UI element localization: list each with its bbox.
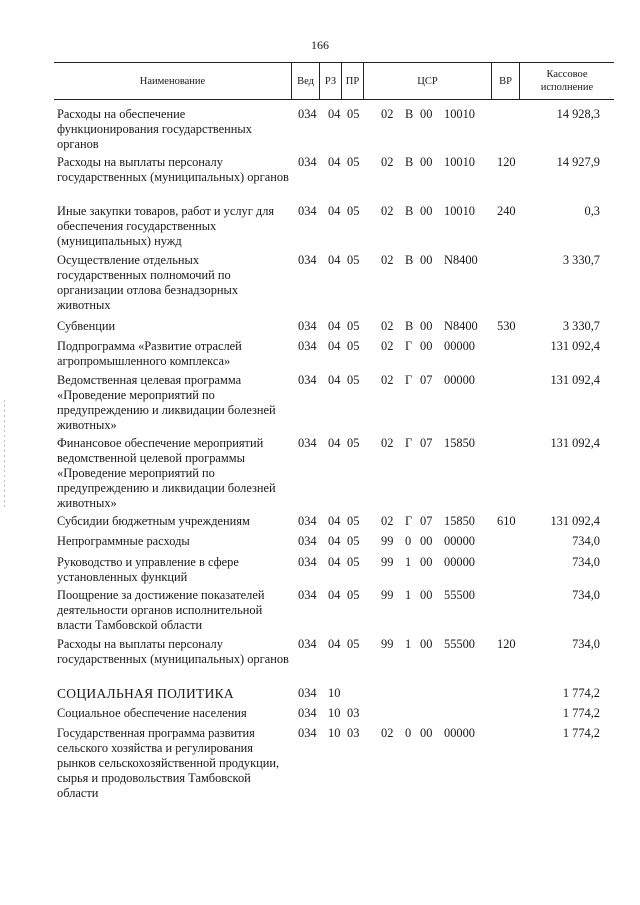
cell-ved: 034 (298, 339, 317, 353)
cell-vr: 530 (497, 319, 516, 333)
cell-pr: 03 (347, 726, 360, 740)
cell-pr: 05 (347, 204, 360, 218)
cell-c4: 10010 (444, 155, 475, 169)
cell-c1: 02 (381, 253, 394, 267)
cell-sum: 3 330,7 (562, 319, 600, 333)
cell-c2: Г (405, 339, 413, 353)
cell-name: Иные закупки товаров, работ и услуг для обеспечения государственных (муниципальных) нужд (57, 204, 275, 248)
cell-rz: 04 (328, 637, 341, 651)
cell-c2: 0 (405, 726, 412, 740)
cell-c1: 02 (381, 204, 394, 218)
scan-margin-mark (4, 400, 5, 510)
cell-ved: 034 (298, 204, 317, 218)
cell-pr: 05 (347, 155, 360, 169)
cell-pr: 05 (347, 555, 360, 569)
cell-c1: 02 (381, 726, 394, 740)
cell-c4: 55500 (444, 637, 475, 651)
cell-ved: 034 (298, 588, 317, 602)
cell-name: Непрограммные расходы (57, 534, 190, 548)
cell-name: Субсидии бюджетным учреждениям (57, 514, 250, 528)
cell-vr: 610 (497, 514, 516, 528)
cell-pr: 05 (347, 253, 360, 267)
cell-name: Социальное обеспечение населения (57, 706, 247, 720)
cell-sum: 131 092,4 (550, 373, 600, 387)
cell-c4: 00000 (444, 339, 475, 353)
cell-c3: 00 (420, 107, 433, 121)
header-csr: ЦСР (363, 63, 491, 99)
cell-sum: 734,0 (572, 555, 600, 569)
cell-c4: 10010 (444, 204, 475, 218)
cell-ved: 034 (298, 726, 317, 740)
cell-sum: 1 774,2 (562, 686, 600, 700)
cell-ved: 034 (298, 637, 317, 651)
cell-ved: 034 (298, 107, 317, 121)
cell-c4: N8400 (444, 319, 478, 333)
cell-c2: Г (405, 436, 413, 450)
cell-c4: 00000 (444, 373, 475, 387)
header-rz: РЗ (319, 63, 341, 99)
cell-c1: 02 (381, 436, 394, 450)
cell-c1: 02 (381, 514, 394, 528)
cell-c2: Г (405, 373, 413, 387)
cell-c4: N8400 (444, 253, 478, 267)
cell-c2: Г (405, 514, 413, 528)
cell-c3: 00 (420, 555, 433, 569)
cell-c3: 07 (420, 436, 433, 450)
cell-ved: 034 (298, 706, 317, 720)
cell-c4: 15850 (444, 436, 475, 450)
cell-vr: 120 (497, 637, 516, 651)
cell-sum: 1 774,2 (562, 706, 600, 720)
cell-pr: 05 (347, 319, 360, 333)
cell-vr: 120 (497, 155, 516, 169)
header-vr: ВР (491, 63, 519, 99)
cell-ved: 034 (298, 253, 317, 267)
cell-sum: 131 092,4 (550, 436, 600, 450)
cell-pr: 05 (347, 339, 360, 353)
cell-c2: В (405, 253, 414, 267)
header-sum-line1: Кассовое (546, 69, 588, 80)
cell-sum: 3 330,7 (562, 253, 600, 267)
cell-sum: 131 092,4 (550, 339, 600, 353)
cell-c2: 0 (405, 534, 412, 548)
cell-c2: 1 (405, 555, 412, 569)
cell-pr: 05 (347, 436, 360, 450)
cell-c4: 15850 (444, 514, 475, 528)
table-header (54, 62, 614, 100)
cell-c4: 00000 (444, 726, 475, 740)
cell-c2: В (405, 155, 414, 169)
cell-c3: 00 (420, 637, 433, 651)
cell-name: Подпрограмма «Развитие отраслей агропромышленного комплекса» (57, 339, 242, 368)
cell-c3: 00 (420, 319, 433, 333)
cell-sum: 0,3 (584, 204, 600, 218)
cell-c3: 00 (420, 726, 433, 740)
cell-c3: 00 (420, 339, 433, 353)
header-pr: ПР (341, 63, 363, 99)
cell-name: Расходы на выплаты персоналу государственных (муниципальных) органов (57, 155, 289, 184)
cell-ved: 034 (298, 319, 317, 333)
cell-c3: 07 (420, 514, 433, 528)
cell-vr: 240 (497, 204, 516, 218)
cell-rz: 10 (328, 686, 341, 700)
cell-c1: 02 (381, 319, 394, 333)
cell-sum: 14 927,9 (556, 155, 600, 169)
cell-c1: 02 (381, 107, 394, 121)
cell-c1: 02 (381, 339, 394, 353)
cell-rz: 04 (328, 373, 341, 387)
cell-ved: 034 (298, 155, 317, 169)
header-ved: Вед (291, 63, 319, 99)
cell-rz: 04 (328, 514, 341, 528)
cell-name: Финансовое обеспечение мероприятий ведомственной целевой программы «Проведение мероприятий по предупреждению и ликвидации болезней животных» (57, 436, 276, 510)
cell-c2: 1 (405, 637, 412, 651)
cell-c4: 00000 (444, 555, 475, 569)
cell-rz: 10 (328, 726, 341, 740)
cell-pr: 05 (347, 514, 360, 528)
cell-c3: 00 (420, 253, 433, 267)
header-sum (519, 63, 614, 99)
cell-pr: 05 (347, 588, 360, 602)
cell-rz: 04 (328, 253, 341, 267)
cell-ved: 034 (298, 686, 317, 700)
cell-sum: 734,0 (572, 588, 600, 602)
cell-name: Осуществление отдельных государственных полномочий по организации отлова безнадзорных животных (57, 253, 239, 312)
cell-rz: 04 (328, 534, 341, 548)
cell-ved: 034 (298, 555, 317, 569)
cell-name: СОЦИАЛЬНАЯ ПОЛИТИКА (57, 686, 234, 701)
cell-name: Руководство и управление в сфере установленных функций (57, 555, 239, 584)
cell-c1: 99 (381, 637, 394, 651)
cell-pr: 05 (347, 107, 360, 121)
cell-name: Расходы на обеспечение функционирования государственных органов (57, 107, 252, 151)
header-name: Наименование (139, 75, 206, 87)
cell-sum: 1 774,2 (562, 726, 600, 740)
cell-c1: 02 (381, 373, 394, 387)
cell-c1: 02 (381, 155, 394, 169)
cell-sum: 734,0 (572, 637, 600, 651)
cell-name: Расходы на выплаты персоналу государственных (муниципальных) органов (57, 637, 289, 666)
cell-rz: 04 (328, 555, 341, 569)
cell-c3: 00 (420, 204, 433, 218)
cell-sum: 131 092,4 (550, 514, 600, 528)
cell-pr: 05 (347, 637, 360, 651)
cell-c2: В (405, 204, 414, 218)
cell-rz: 10 (328, 706, 341, 720)
cell-rz: 04 (328, 155, 341, 169)
cell-c3: 00 (420, 155, 433, 169)
page-number: 166 (311, 38, 329, 52)
cell-c3: 00 (420, 588, 433, 602)
cell-rz: 04 (328, 107, 341, 121)
cell-c3: 00 (420, 534, 433, 548)
cell-name: Ведомственная целевая программа «Проведение мероприятий по предупреждению и ликвидации болезней животных» (57, 373, 276, 432)
cell-ved: 034 (298, 436, 317, 450)
cell-c2: В (405, 107, 414, 121)
cell-rz: 04 (328, 319, 341, 333)
cell-rz: 04 (328, 339, 341, 353)
cell-ved: 034 (298, 534, 317, 548)
cell-sum: 734,0 (572, 534, 600, 548)
cell-c4: 10010 (444, 107, 475, 121)
cell-c4: 00000 (444, 534, 475, 548)
cell-ved: 034 (298, 373, 317, 387)
cell-pr: 05 (347, 373, 360, 387)
cell-ved: 034 (298, 514, 317, 528)
cell-c2: 1 (405, 588, 412, 602)
cell-pr: 03 (347, 706, 360, 720)
cell-pr: 05 (347, 534, 360, 548)
cell-rz: 04 (328, 588, 341, 602)
cell-c3: 07 (420, 373, 433, 387)
cell-c1: 99 (381, 588, 394, 602)
cell-c1: 99 (381, 555, 394, 569)
cell-name: Поощрение за достижение показателей деятельности органов исполнительной власти Тамбовской области (57, 588, 265, 632)
cell-c4: 55500 (444, 588, 475, 602)
cell-c1: 99 (381, 534, 394, 548)
cell-rz: 04 (328, 436, 341, 450)
cell-rz: 04 (328, 204, 341, 218)
cell-name: Субвенции (57, 319, 116, 333)
cell-sum: 14 928,3 (556, 107, 600, 121)
header-sum-line2: исполнение (540, 82, 594, 93)
cell-name: Государственная программа развития сельского хозяйства и регулирования рынков сельскохозяйственной продукции, сырья и продовольствия Тамбовской области (57, 726, 280, 800)
cell-c2: В (405, 319, 414, 333)
